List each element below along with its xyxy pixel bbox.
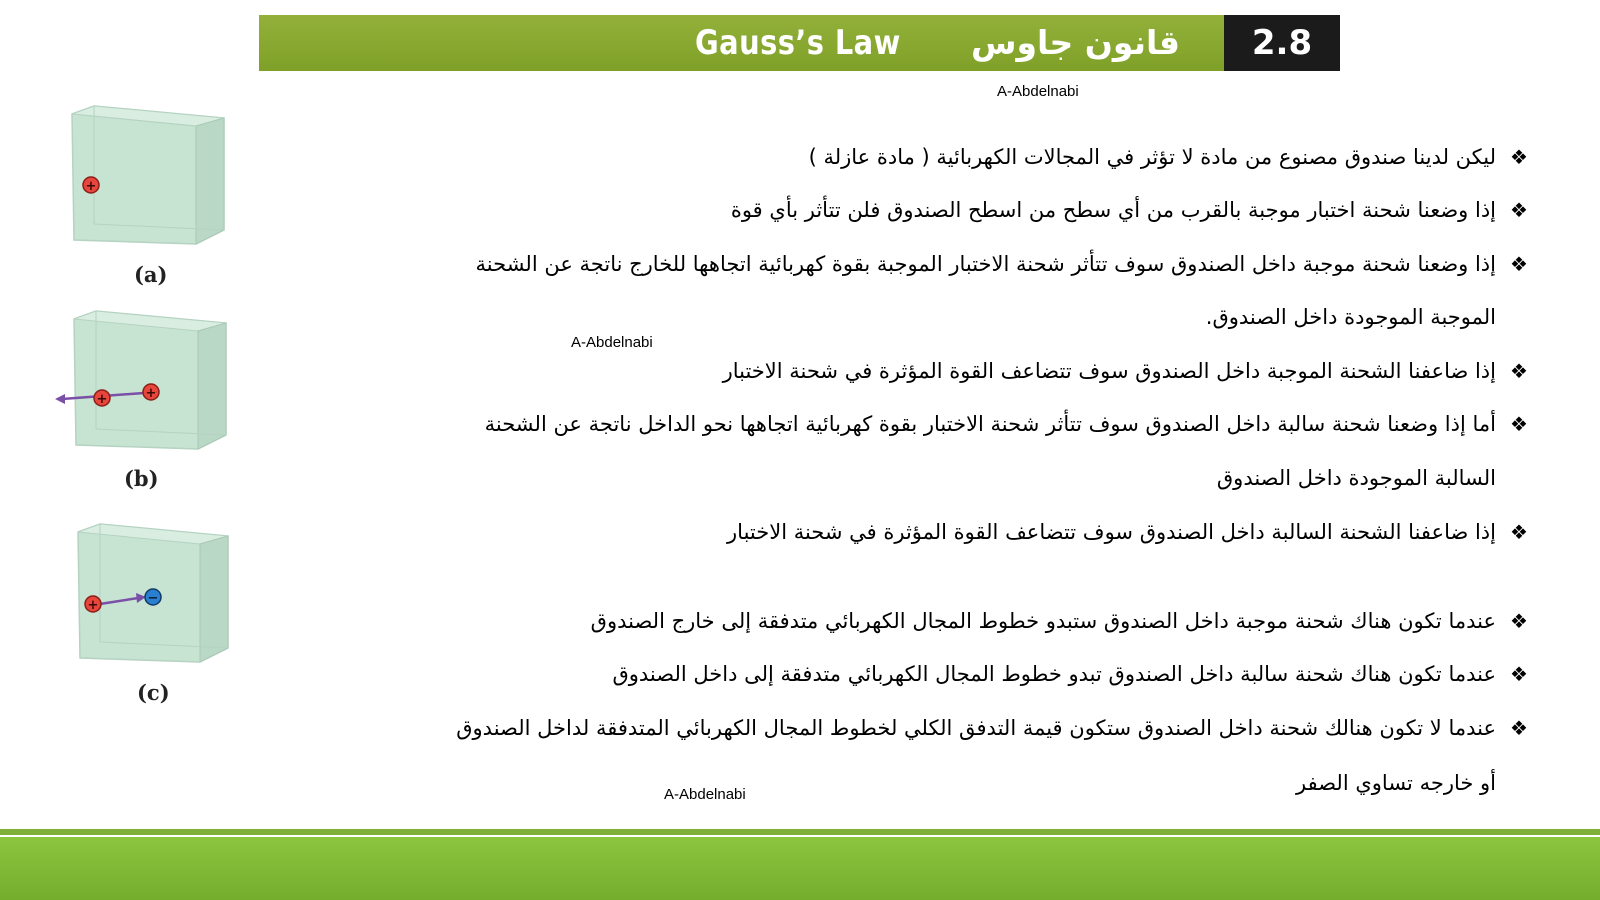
- arrow-head-icon: [55, 394, 65, 404]
- section-number: 2.8: [1251, 23, 1313, 63]
- bullet-text: عندما تكون هناك شحنة موجبة داخل الصندوق ستبدو خطوط المجال الكهربائي متدفقة إلى خارج الصندوق: [590, 609, 1496, 633]
- title-arabic: قانون جاوس: [971, 23, 1180, 62]
- charge-sign: +: [85, 179, 97, 194]
- bullet-icon: ❖: [1510, 412, 1528, 436]
- bullet-icon: ❖: [1510, 145, 1528, 169]
- charge-sign: −: [147, 591, 159, 606]
- bullet-item: [485, 407, 1530, 441]
- figure-label-a: (a): [134, 262, 168, 287]
- bullet-item: [476, 247, 1530, 281]
- bullet-continuation: السالبة الموجودة داخل الصندوق: [1216, 466, 1496, 490]
- bullet-continuation: الموجبة الموجودة داخل الصندوق.: [1205, 305, 1496, 329]
- bullet-item: [591, 604, 1530, 638]
- charge-sign: +: [96, 392, 108, 407]
- cube-figure-b: [52, 309, 242, 459]
- cube-side-face: [196, 118, 224, 244]
- cube-figure-c: [72, 522, 242, 672]
- watermark-bottom: A-Abdelnabi: [664, 786, 746, 803]
- bullet-text: عندما لا تكون هنالك شحنة داخل الصندوق ستكون قيمة التدفق الكلي لخطوط المجال الكهربائي المتدفقة لداخل الصندوق: [456, 716, 1496, 740]
- cube-side-face: [200, 536, 228, 662]
- bullet-item: [612, 657, 1530, 691]
- watermark-top: A-Abdelnabi: [997, 83, 1079, 100]
- bullet-item: [731, 193, 1530, 227]
- bullet-text: أما إذا وضعنا شحنة سالبة داخل الصندوق سوف تتأثر شحنة الاختبار بقوة كهربائية اتجاهها نحو الداخل ناتجة عن الشحنة: [484, 412, 1496, 436]
- bullet-item: [809, 140, 1530, 174]
- cube-side-face: [198, 323, 226, 449]
- bullet-item: [456, 711, 1530, 745]
- bullet-item: [727, 515, 1530, 549]
- bullet-icon: ❖: [1510, 662, 1528, 686]
- bullet-item: [723, 354, 1530, 388]
- footer-band: [0, 837, 1600, 900]
- bullet-text: إذا ضاعفنا الشحنة السالبة داخل الصندوق سوف تتضاعف القوة المؤثرة في شحنة الاختبار: [727, 520, 1496, 544]
- bullet-icon: ❖: [1510, 359, 1528, 383]
- bullet-icon: ❖: [1510, 716, 1528, 740]
- figure-label-b: (b): [124, 466, 159, 491]
- charge-sign: +: [145, 386, 157, 401]
- bullet-text: ليكن لدينا صندوق مصنوع من مادة لا تؤثر في المجالات الكهربائية ( مادة عازلة ): [808, 145, 1496, 169]
- bullet-icon: ❖: [1510, 252, 1528, 276]
- bullet-text: عندما تكون هناك شحنة سالبة داخل الصندوق تبدو خطوط المجال الكهربائي متدفقة إلى داخل الصندوق: [612, 662, 1496, 686]
- bullet-text: إذا وضعنا شحنة موجبة داخل الصندوق سوف تتأثر شحنة الاختبار الموجبة بقوة كهربائية اتجاهها للخارج ناتجة عن الشحنة: [475, 252, 1496, 276]
- bullet-icon: ❖: [1510, 609, 1528, 633]
- figure-label-c: (c): [137, 680, 170, 705]
- bullet-icon: ❖: [1510, 520, 1528, 544]
- bullet-text: إذا ضاعفنا الشحنة الموجبة داخل الصندوق سوف تتضاعف القوة المؤثرة في شحنة الاختبار: [722, 359, 1496, 383]
- bullet-text: إذا وضعنا شحنة اختبار موجبة بالقرب من أي سطح من اسطح الصندوق فلن تتأثر بأي قوة: [730, 198, 1496, 222]
- title-banner: [259, 15, 1340, 71]
- bullet-icon: ❖: [1510, 198, 1528, 222]
- title-english: Gauss’s Law: [695, 23, 901, 63]
- footer-divider: [0, 829, 1600, 835]
- section-number-box: [1224, 15, 1340, 71]
- charge-sign: +: [87, 598, 99, 613]
- watermark-middle: A-Abdelnabi: [571, 334, 653, 351]
- cube-figure-a: [66, 104, 236, 254]
- bullet-continuation: أو خارجه تساوي الصفر: [1296, 771, 1496, 795]
